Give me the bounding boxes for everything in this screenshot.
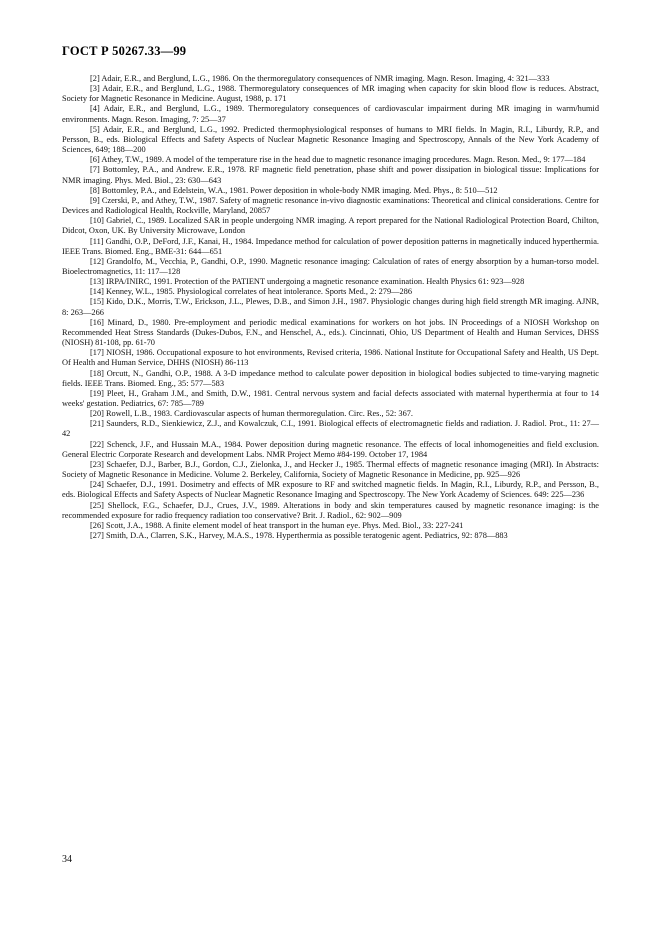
reference-item: [19] Pleet, H., Graham J.M., and Smith, D.W., 1981. Central nervous system and facial defects associated with maternal hyperthermia at four to 14 weeks' gestation. Pediatrics, 67: 785—789 (62, 388, 599, 408)
reference-list (62, 74, 599, 541)
document-header: ГОСТ Р 50267.33—99 (62, 44, 187, 58)
reference-item: [14] Kenney, W.L., 1985. Physiological correlates of heat intolerance. Sports Med., 2: 279—286 (90, 287, 413, 297)
reference-item: [17] NIOSH, 1986. Occupational exposure to hot environments, Revised criteria, 1986. National Institute for Occupational Safety and Health, US Dept. Of Health and Human Service, DHHS (NIOSH) 86-113 (62, 348, 599, 368)
reference-item: [23] Schaefer, D.J., Barber, B.J., Gordon, C.J., Zielonka, J., and Hecker J., 1985. Thermal effects of magnetic resonance imaging (MRI). In Abstracts: Society of Magnetic Resonance in Medicine. Volume 2. Berkeley, California, Society of Magnetic Resonance in Medicine, pp. 925—926 (62, 459, 599, 480)
reference-item: [21] Saunders, R.D., Sienkiewicz, Z.J., and Kowalczuk, C.I., 1991. Biological effects of electromagnetic fields and radiation. J. Radiol. Prot., 11: 27—42 (62, 419, 599, 439)
reference-item: [5] Adair, E.R., and Berglund, L.G., 1992. Predicted thermophysiological responses of humans to MRI fields. In Magin, R.I., Liburdy, R.P., and Persson, B., eds. Biological Effects and Safety Aspects of Nuclear Magnetic Resonance Imaging and Spectroscopy, Annals of the New York Academy of Sciences, 649; 188—200 (62, 124, 599, 155)
reference-item: [16] Minard, D., 1980. Pre-employment and periodic medical examinations for workers on hot jobs. IN Proceedings of a NIOSH Workshop on Recommended Heat Stress Standards (Dukes-Dubos, F.N., and Henschel, A., eds.). Cincinnati, Ohio, US Department of Health and Human Services, DHSS (NIOSH) 81-108, pp. 61-70 (62, 317, 599, 348)
reference-item: [18] Orcutt, N., Gandhi, O.P., 1988. A 3-D impedance method to calculate power deposition in biological bodies subjected to time-varying magnetic fields. IEEE Trans. Biomed. Eng., 35: 577—583 (62, 368, 599, 388)
reference-item: [15] Kido, D.K., Morris, T.W., Erickson, J.L., Plewes, D.B., and Simon J.H., 1987. Physiologic changes during high field strength MR imaging. AJNR, 8: 263—266 (62, 297, 599, 317)
page-number: 34 (62, 854, 72, 865)
reference-item: [24] Schaefer, D.J., 1991. Dosimetry and effects of MR exposure to RF and switched magnetic fields. In Magin, R.I., Liburdy, R.P., and Persson, B., eds. Biological Effects and Safety Aspects of Nuclear Magnetic Resonance Imaging and Spectroscopy. The New York Academy of Sciences. 649: 225—236 (62, 480, 599, 500)
reference-item: [9] Czerski, P., and Athey, T.W., 1987. Safety of magnetic resonance in-vivo diagnostic examinations: Theoretical and clinical considerations. Centre for Devices and Radiological Health, Rockville, Maryland, 20857 (62, 195, 599, 216)
reference-item: [27] Smith, D.A., Clarren, S.K., Harvey, M.A.S., 1978. Hyperthermia as possible teratogenic agent. Pediatrics, 92: 878—883 (90, 531, 508, 541)
reference-item: [25] Shellock, F.G., Schaefer, D.J., Crues, J.V., 1989. Alterations in body and skin temperatures caused by magnetic resonance imaging: is the recommended exposure for radio frequency radiation too conservative? Brit. J. Radiol., 62: 902—909 (62, 500, 599, 520)
reference-item: [20] Rowell, L.B., 1983. Cardiovascular aspects of human thermoregulation. Circ. Res., 52: 367. (90, 409, 414, 419)
reference-item: [22] Schenck, J.F., and Hussain M.A., 1984. Power deposition during magnetic resonance. The effects of local inhomogeneities and field exclusion. General Electric Corporate Research and development Labs. NMR Project Memo #84-199. October 17, 1984 (62, 439, 599, 459)
reference-item: [26] Scott, J.A., 1988. A finite element model of heat transport in the human eye. Phys. Med. Biol., 33: 227-241 (90, 520, 464, 530)
reference-item: [10] Gabriel, C., 1989. Localized SAR in people undergoing NMR imaging. A report prepared for the National Radiological Protection Board, Chilton, Didcot, Oxon, UK. By University Microwave, London (62, 216, 599, 236)
reference-item: [7] Bottomley, P.A., and Andrew. E.R., 1978. RF magnetic field penetration, phase shift and power dissipation in biological tissue: Implications for NMR imaging. Phys. Med. Biol., 23: 630—643 (62, 165, 599, 185)
reference-item: [8] Bottomley, P.A., and Edelstein, W.A., 1981. Power deposition in whole-body NMR imaging. Med. Phys., 8: 510—512 (90, 185, 498, 195)
reference-item: [4] Adair, E.R., and Berglund, L.G., 1989. Thermoregulatory consequences of cardiovascular impairment during MR imaging in warm/humid environments. Magn. Reson. Imaging, 7: 25—37 (62, 104, 599, 124)
reference-item: [3] Adair, E.R., and Berglund, L.G., 1988. Thermoregulatory consequences of MR imaging when capacity for skin blood flow is reduces. Abstract, Society for Magnetic Resonance in Medicine. August, 1988, p. 171 (62, 84, 599, 104)
reference-item: [13] IRPA/INIRC, 1991. Protection of the PATIENT undergoing a magnetic resonance examination. Health Physics 61: 923—928 (90, 277, 525, 287)
reference-item: [11] Gandhi, O.P., DeFord, J.F., Kanai, H., 1984. Impedance method for calculation of power deposition patterns in magnetically induced hyperthermia. IEEE Trans. Biomed. Eng., BME-31: 644—651 (62, 236, 599, 256)
reference-item: [6] Athey, T.W., 1989. A model of the temperature rise in the head due to magnetic resonance imaging procedures. Magn. Reson. Med., 9: 177—184 (90, 155, 586, 165)
reference-item: [2] Adair, E.R., and Berglund, L.G., 1986. On the thermoregulatory consequences of NMR imaging. Magn. Reson. Imaging, 4: 321—333 (90, 74, 550, 83)
reference-item: [12] Grandolfo, M., Vecchia, P., Gandhi, O.P., 1990. Magnetic resonance imaging: Calculation of rates of energy absorption by a human-torso model. Bioelectromagnetics, 11: 117—128 (62, 256, 599, 276)
